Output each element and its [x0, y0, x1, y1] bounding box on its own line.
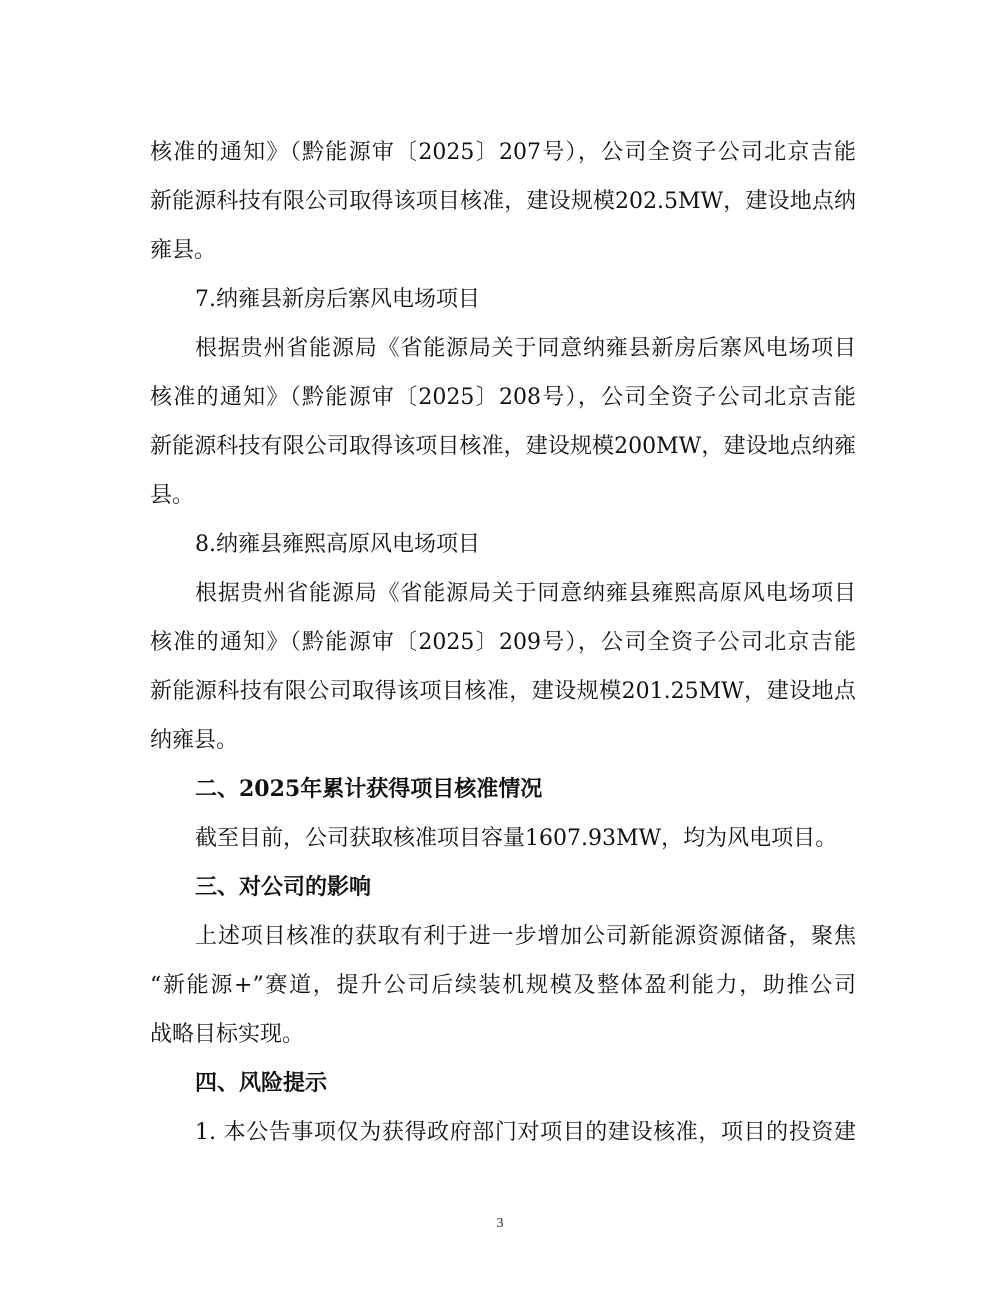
- page-number: 3: [496, 1216, 504, 1231]
- text-line: 核准的通知》（黔能源审〔2025〕209号），公司全资子公司北京吉能: [150, 630, 856, 655]
- text-line: 1. 本公告事项仅为获得政府部门对项目的建设核准，项目的投资建: [195, 1120, 856, 1145]
- text-line: 核准的通知》（黔能源审〔2025〕207号），公司全资子公司北京吉能: [150, 140, 856, 165]
- text-line: 战略目标实现。: [150, 1022, 305, 1047]
- section-heading: 二、2025年累计获得项目核准情况: [195, 776, 543, 802]
- text-line: 根据贵州省能源局《省能源局关于同意纳雍县雍熙高原风电场项目: [195, 581, 856, 606]
- text-line: 新能源科技有限公司取得该项目核准，建设规模201.25MW，建设地点: [150, 679, 856, 704]
- text-line: 截至目前，公司获取核准项目容量1607.93MW，均为风电项目。: [195, 826, 838, 851]
- text-line: 核准的通知》（黔能源审〔2025〕208号），公司全资子公司北京吉能: [150, 385, 856, 410]
- text-line: “新能源+”赛道，提升公司后续装机规模及整体盈利能力，助推公司: [150, 973, 856, 998]
- section-heading: 三、对公司的影响: [195, 874, 372, 900]
- text-line: 上述项目核准的获取有利于进一步增加公司新能源资源储备，聚焦: [195, 924, 856, 949]
- text-line: 雍县。: [150, 238, 217, 263]
- text-line: 8.纳雍县雍熙高原风电场项目: [195, 532, 480, 557]
- document-body: [150, 128, 856, 1157]
- text-line: 7.纳雍县新房后寨风电场项目: [195, 287, 480, 312]
- text-line: 新能源科技有限公司取得该项目核准，建设规模202.5MW，建设地点纳: [150, 189, 856, 214]
- text-line: 根据贵州省能源局《省能源局关于同意纳雍县新房后寨风电场项目: [195, 336, 856, 361]
- text-line: 纳雍县。: [150, 728, 239, 753]
- text-line: 县。: [150, 483, 195, 508]
- section-heading: 四、风险提示: [195, 1070, 328, 1096]
- text-line: 新能源科技有限公司取得该项目核准，建设规模200MW，建设地点纳雍: [150, 434, 856, 459]
